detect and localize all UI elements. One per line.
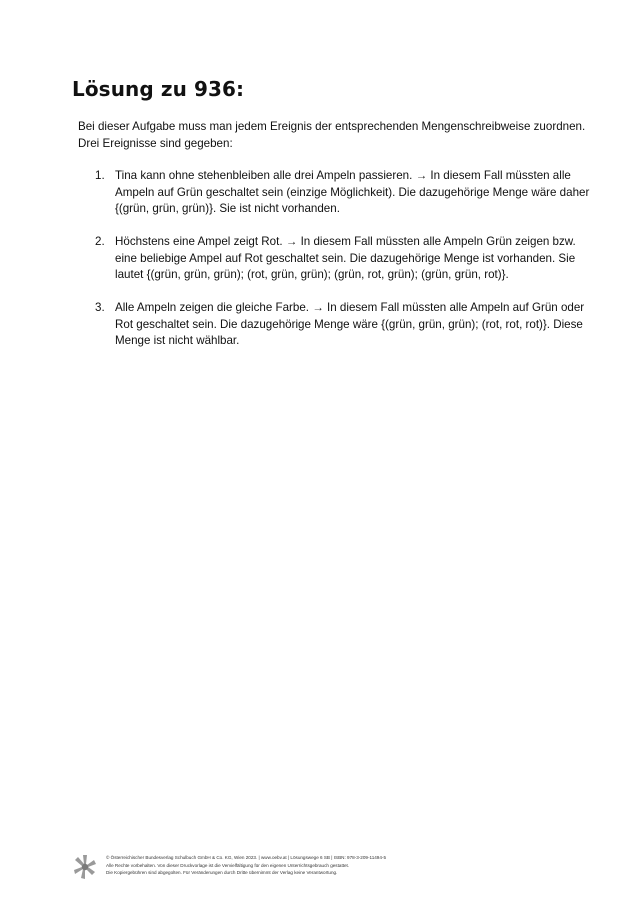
- list-item-text: Alle Ampeln zeigen die gleiche Farbe. → In diesem Fall müssten alle Ampeln auf Grün oder Rot geschaltet sein. Die dazugehörige Menge wäre {(grün, grün, grün); (rot, rot, rot)}. Diese Menge ist nicht wählbar.: [115, 301, 585, 347]
- intro-line-2: Drei Ereignisse sind gegeben:: [78, 136, 233, 150]
- intro-line-1: Bei dieser Aufgabe muss man jedem Ereignis der entsprechenden Mengenschreibweise zuordnen.: [78, 120, 586, 133]
- list-item-text: Tina kann ohne stehenbleiben alle drei Ampeln passieren. → In diesem Fall müssten alle Ampeln auf Grün geschaltet sein (einzige Möglichkeit). Die dazugehörige Menge wäre daher {(grün, grün, grün)}. Sie ist nicht vorhanden.: [115, 169, 590, 215]
- page-title: Lösung zu 936:: [72, 77, 245, 101]
- events-list: [95, 168, 590, 366]
- footer-line-2: Alle Rechte vorbehalten. Von dieser Druckvorlage ist die Vervielfältigung für den eigenen Unterrichtsgebrauch gestattet.: [106, 862, 350, 868]
- list-item-number: 3.: [95, 301, 105, 314]
- footer-line-3: Die Kopiergebühren sind abgegolten. Für Veränderungen durch Dritte übernimmt der Verlag keine Verantwortung.: [106, 870, 338, 875]
- list-item-number: 1.: [95, 169, 105, 182]
- list-item: [95, 234, 590, 284]
- list-item: [95, 300, 590, 350]
- footer-line-1: © Österreichischer Bundesverlag Schulbuch GmbH & Co. KG, Wien 2023. | www.oebv.at | Lösungswege 6 SB | ISBN: 978-3-209-11494-5: [106, 855, 387, 860]
- list-item-text: Höchstens eine Ampel zeigt Rot. → In diesem Fall müssten alle Ampeln Grün zeigen bzw. eine beliebige Ampel auf Rot geschaltet sein. Die dazugehörige Menge ist vorhanden. Sie lautet {(grün, grün, grün); (rot, grün, grün); (grün, rot, grün); (grün, grün, rot)}.: [115, 235, 576, 281]
- list-item: [95, 168, 590, 218]
- intro-text: [78, 119, 598, 152]
- publisher-logo-icon: [72, 854, 98, 880]
- page-footer: [72, 852, 552, 882]
- list-item-number: 2.: [95, 235, 105, 248]
- footer-text: [106, 854, 386, 877]
